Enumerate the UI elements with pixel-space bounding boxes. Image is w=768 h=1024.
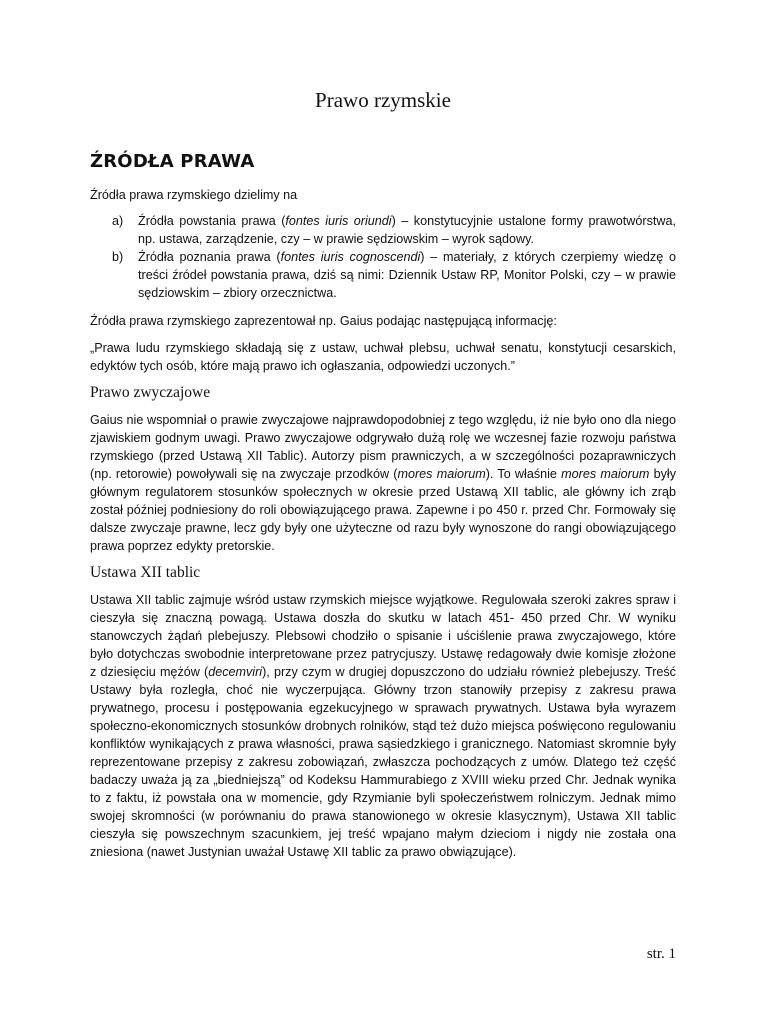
italic-term: mores maiorum <box>561 467 650 481</box>
list-text: ) – konstytucyjnie ustalone formy prawotwórstwa, np. ustawa, zarządzenie, czy – w prawie sędziowskim – wyrok sądowy. <box>138 214 676 246</box>
list-item <box>90 212 676 248</box>
heading-custom-law: Prawo zwyczajowe <box>90 384 211 401</box>
twelve-tables-paragraph <box>90 591 676 861</box>
sources-paragraph: Źródła prawa rzymskiego zaprezentował np. Gaius podając następującą informację: <box>90 314 557 328</box>
text-run: Gaius nie wspomniał o prawie zwyczajowe najprawdopodobniej z tego względu, iż nie było ono dla niego zjawiskiem godnym uwagi. Prawo zwyczajowe odgrywało dużą rolę we wczesnej fazie rozwoju państwa rzymskiego (przed Ustawą XII Tablic). Autorzy pism prawniczych, a w szczególności pozaprawniczych (np. retorowie) powoływali się na zwyczaje przodków ( <box>90 413 676 481</box>
list-marker: a) <box>112 214 124 228</box>
list-italic-term: fontes iuris oriundi <box>285 214 392 228</box>
page-number: str. 1 <box>646 946 676 962</box>
text-run: Ustawa XII tablic zajmuje wśród ustaw rzymskich miejsce wyjątkowe. Regulowała szeroki zakres spraw i cieszyła się znaczną powagą. Ustawa doszła do skutku w latach 451- 450 przed Chr. W wyniku stanowczych żądań plebejuszy. Plebsowi chodziło o spisanie i uściślenie prawa zwyczajowego, które było dotychczas swobodnie interpretowane przez patrycjuszy. Ustawę redagowały dwie komisje złożone z dziesięciu mężów ( <box>90 593 676 679</box>
text-run: ), przy czym w drugiej dopuszczono do udziału również plebejuszy. Treść Ustawy była rozległa, choć nie wyczerpująca. Główny trzon stanowiły przepisy z zakresu prawa prywatnego, procesu i postępowania egzekucyjnego w sprawach prywatnych. Ustawa była wyrazem społeczno-ekonomicznych stosunków drobnych rolników, stąd też dużo miejsca poświęcono regulowaniu konfliktów wynikających z prawa własności, prawa sąsiedzkiego i granicznego. Natomiast skromnie były reprezentowane przepisy z zakresu zobowiązań, zwłaszcza pochodzących z umów. Dlatego też część badaczy uważa ją za „biedniejszą” od Kodeksu Hammurabiego z XVIII wieku przed Chr. Jednak wynika to z faktu, iż powstała ona w momencie, gdy Rzymianie byli społeczeństwem rolniczym. Jednak mimo swojej skromności (w porównaniu do prawa stanowionego w okresie klasycznym), Ustawa XII tablic cieszyła się powszechnym szacunkiem, jej treść wpajano małym dzieciom i nigdy nie została ona zniesiona (nawet Justynian uważał Ustawę XII tablic za prawo obwiązujące). <box>90 665 676 859</box>
gaius-quote: „Prawa ludu rzymskiego składają się z ustaw, uchwał plebsu, uchwał senatu, konstytucji cesarskich, edyktów tych osób, które mają prawo ich ogłaszania, odpowiedzi uczonych.” <box>90 341 676 373</box>
sources-list <box>90 212 676 302</box>
italic-term: mores maiorum <box>397 467 486 481</box>
italic-term: decemviri <box>208 665 263 679</box>
list-text: Źródła poznania prawa ( <box>138 250 281 264</box>
heading-twelve-tables: Ustawa XII tablic <box>90 564 201 581</box>
list-marker: b) <box>112 250 124 264</box>
text-run: były głównym regulatorem stosunków społecznych w okresie przed Ustawą XII tablic, ale główny ich zrąb został później podniesiony do roli obowiązującego prawa. Zapewne i po 450 r. przed Chr. Formowały się dalsze zwyczaje prawne, lecz gdy były one użyteczne od razu były wynoszone do rangi obowiązującego prawa poprzez edykty pretorskie. <box>90 467 676 553</box>
document-page <box>90 0 676 1024</box>
text-run: ). To właśnie <box>485 467 562 481</box>
list-text: ) – materiały, z których czerpiemy wiedzę o treści źródeł powstania prawa, dziś są nimi: Dziennik Ustaw RP, Monitor Polski, czy – w prawie sędziowskim – zbiory orzecznictwa. <box>138 250 676 300</box>
list-item <box>90 248 676 302</box>
document-title: Prawo rzymskie <box>315 88 451 112</box>
custom-law-paragraph <box>90 411 676 555</box>
intro-paragraph: Źródła prawa rzymskiego dzielimy na <box>90 188 298 202</box>
list-italic-term: fontes iuris cognoscendi <box>280 250 421 264</box>
list-text: Źródła powstania prawa ( <box>138 214 286 228</box>
section-heading: ŹRÓDŁA PRAWA <box>90 151 255 172</box>
